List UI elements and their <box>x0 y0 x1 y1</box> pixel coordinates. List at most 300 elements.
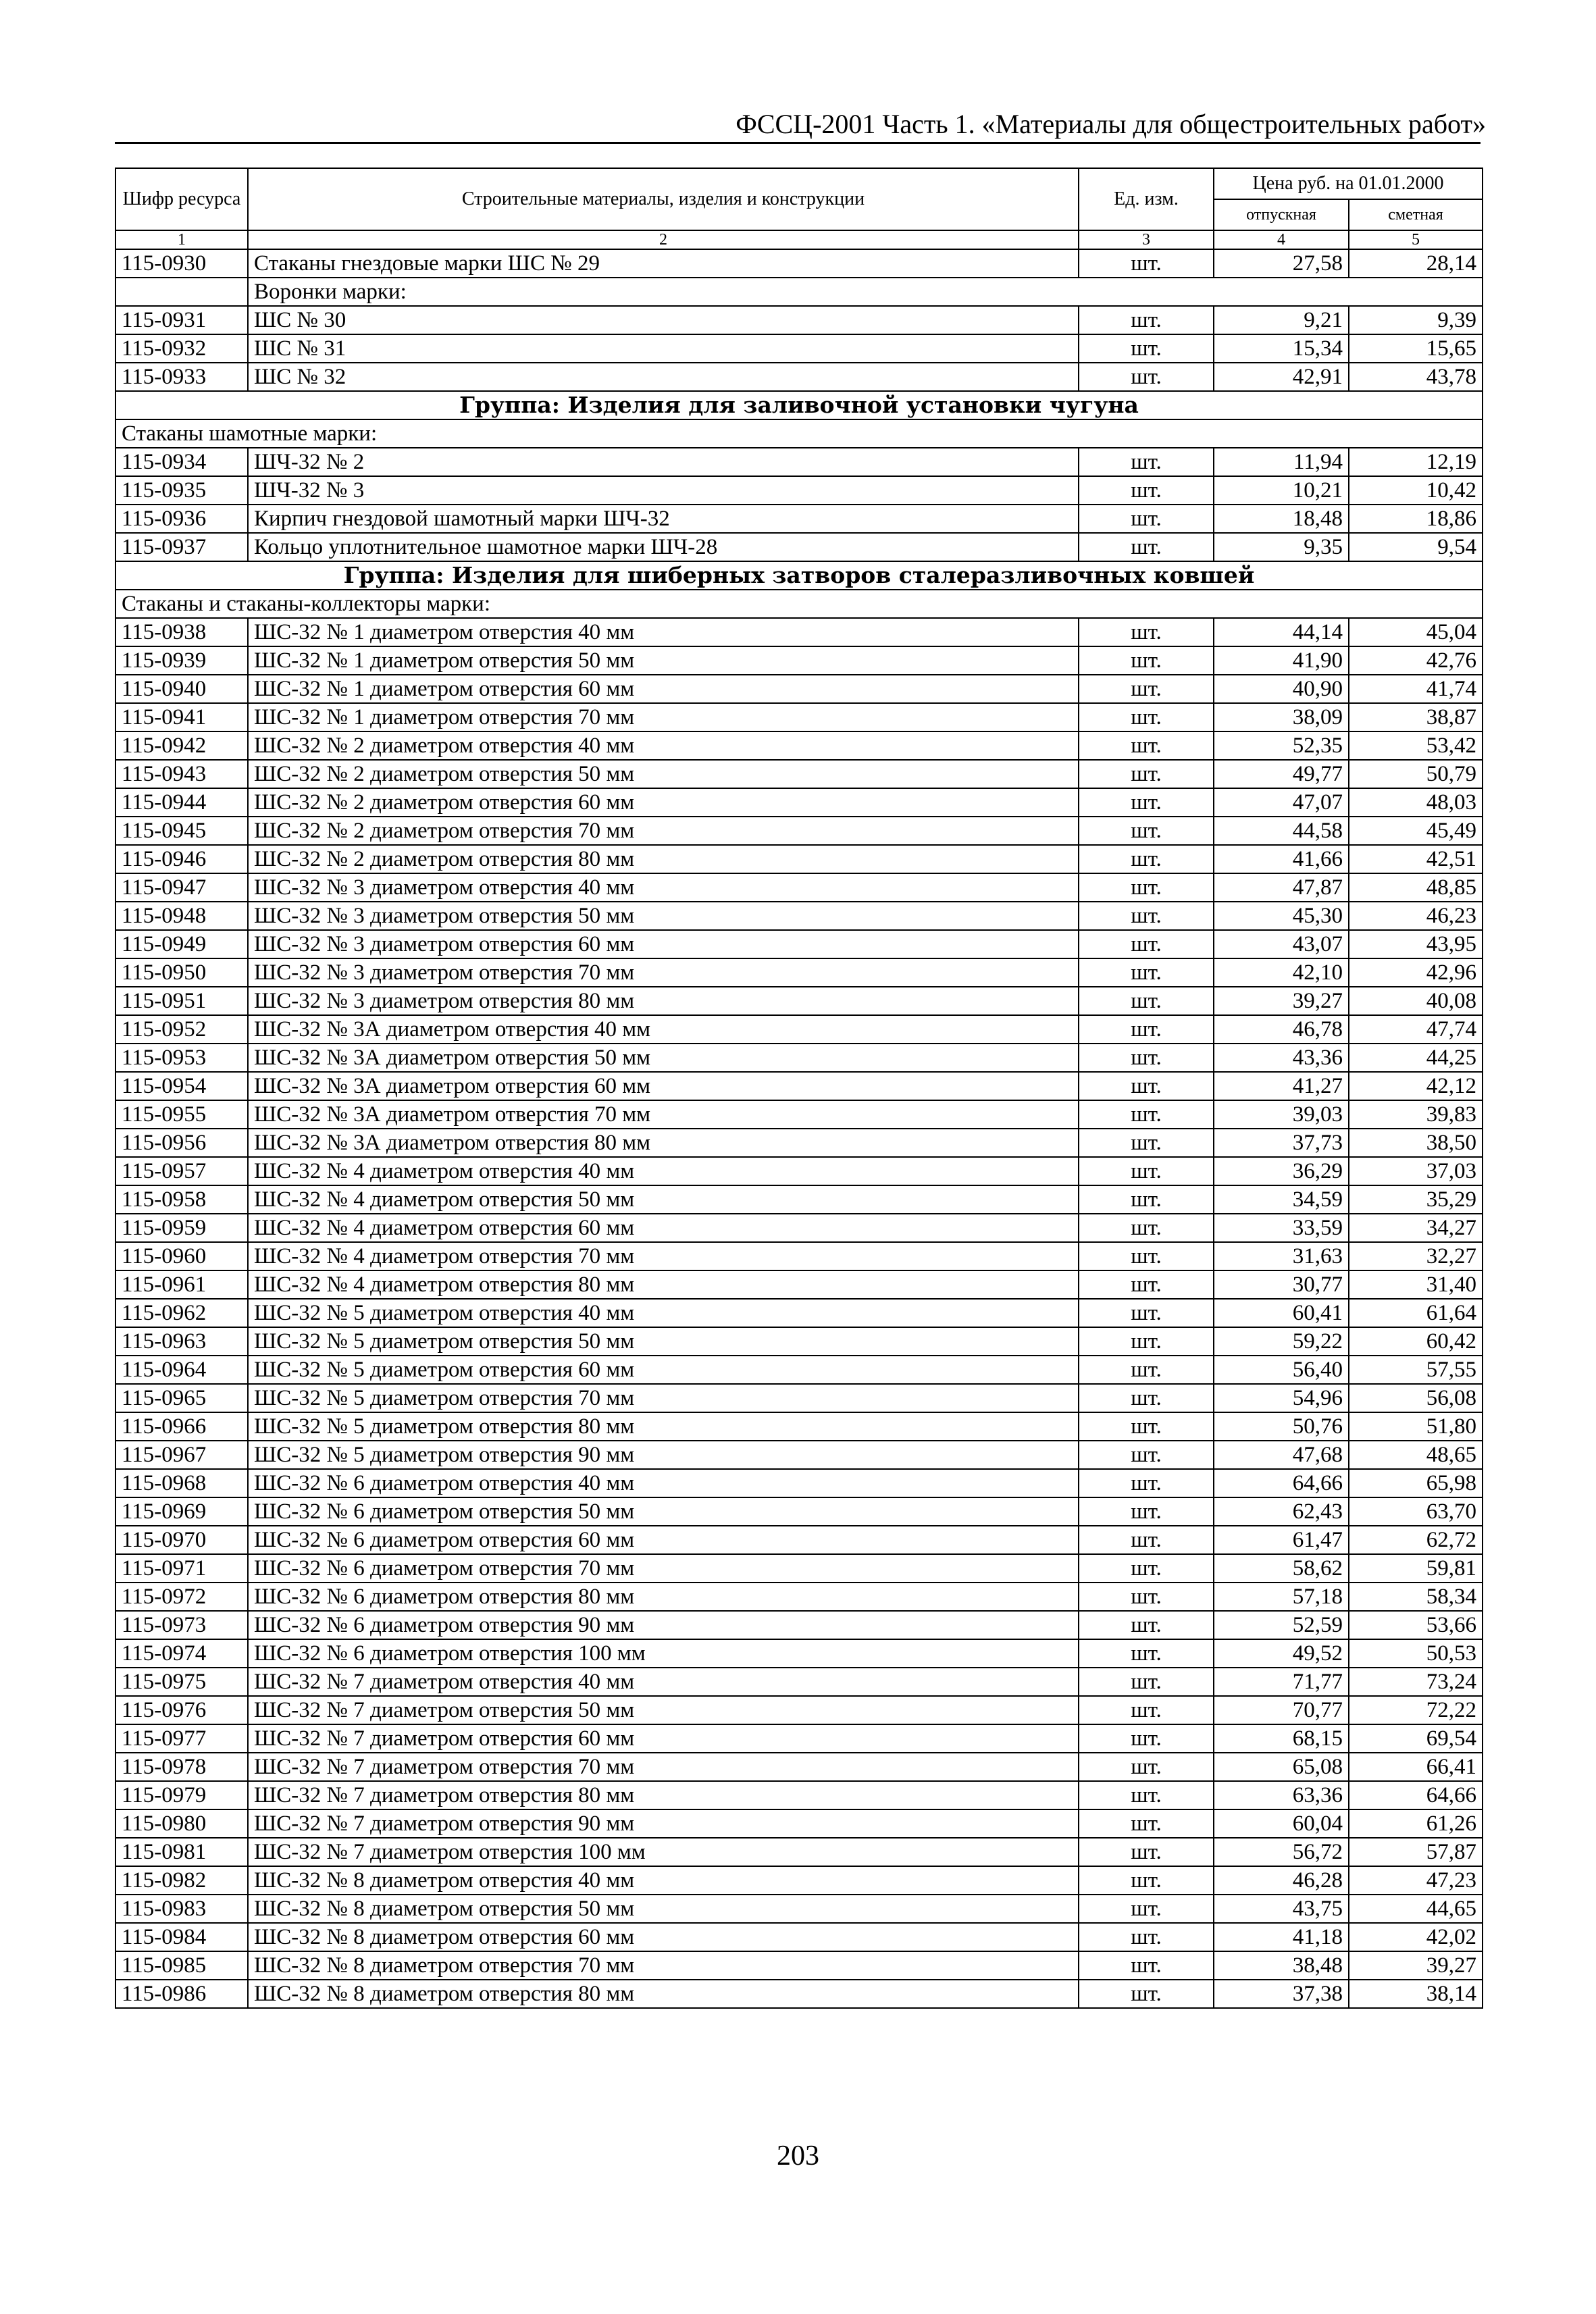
release-price: 34,59 <box>1214 1185 1349 1214</box>
table-row <box>115 533 1483 561</box>
release-price: 50,76 <box>1214 1412 1349 1441</box>
release-price: 59,22 <box>1214 1327 1349 1356</box>
estimate-price: 56,08 <box>1349 1384 1483 1412</box>
column-number: 1 <box>115 230 248 249</box>
release-price: 33,59 <box>1214 1214 1349 1242</box>
table-row <box>115 788 1483 817</box>
table-row <box>115 249 1483 278</box>
estimate-price: 35,29 <box>1349 1185 1483 1214</box>
table-row <box>115 448 1483 476</box>
resource-code: 115-0974 <box>115 1639 248 1668</box>
estimate-price: 28,14 <box>1349 249 1483 278</box>
estimate-price: 44,25 <box>1349 1044 1483 1072</box>
release-price: 41,90 <box>1214 646 1349 675</box>
resource-code: 115-0975 <box>115 1668 248 1696</box>
resource-code: 115-0963 <box>115 1327 248 1356</box>
table-row <box>115 675 1483 703</box>
release-price: 64,66 <box>1214 1469 1349 1497</box>
table-row <box>115 334 1483 363</box>
resource-code: 115-0945 <box>115 817 248 845</box>
resource-code: 115-0980 <box>115 1809 248 1838</box>
table-row <box>115 1015 1483 1044</box>
material-name: ШС-32 № 3 диаметром отверстия 40 мм <box>248 873 1079 902</box>
material-name: ШС-32 № 4 диаметром отверстия 80 мм <box>248 1270 1079 1299</box>
table-row <box>115 1497 1483 1526</box>
table-row <box>115 1724 1483 1753</box>
estimate-price: 45,49 <box>1349 817 1483 845</box>
resource-code: 115-0979 <box>115 1781 248 1809</box>
table-row <box>115 873 1483 902</box>
unit: шт. <box>1079 1242 1214 1270</box>
blank-cell <box>115 278 248 306</box>
table-row <box>115 1044 1483 1072</box>
release-price: 36,29 <box>1214 1157 1349 1185</box>
estimate-price: 61,26 <box>1349 1809 1483 1838</box>
resource-code: 115-0964 <box>115 1356 248 1384</box>
table-row <box>115 306 1483 334</box>
header-name: Строительные материалы, изделия и конструкции <box>248 168 1079 230</box>
resource-code: 115-0950 <box>115 958 248 987</box>
table-row <box>115 1980 1483 2008</box>
estimate-price: 43,78 <box>1349 363 1483 391</box>
unit: шт. <box>1079 1327 1214 1356</box>
material-name: ШС-32 № 8 диаметром отверстия 70 мм <box>248 1951 1079 1980</box>
resource-code: 115-0966 <box>115 1412 248 1441</box>
unit: шт. <box>1079 1129 1214 1157</box>
unit: шт. <box>1079 788 1214 817</box>
release-price: 41,18 <box>1214 1923 1349 1951</box>
release-price: 46,28 <box>1214 1866 1349 1895</box>
estimate-price: 32,27 <box>1349 1242 1483 1270</box>
release-price: 47,07 <box>1214 788 1349 817</box>
material-name: Стаканы гнездовые марки ШС № 29 <box>248 249 1079 278</box>
estimate-price: 48,03 <box>1349 788 1483 817</box>
unit: шт. <box>1079 845 1214 873</box>
column-number: 5 <box>1349 230 1483 249</box>
column-number: 2 <box>248 230 1079 249</box>
estimate-price: 41,74 <box>1349 675 1483 703</box>
table-row <box>115 1866 1483 1895</box>
release-price: 43,75 <box>1214 1895 1349 1923</box>
estimate-price: 65,98 <box>1349 1469 1483 1497</box>
release-price: 52,59 <box>1214 1611 1349 1639</box>
resource-code: 115-0933 <box>115 363 248 391</box>
estimate-price: 44,65 <box>1349 1895 1483 1923</box>
resource-code: 115-0962 <box>115 1299 248 1327</box>
release-price: 49,77 <box>1214 760 1349 788</box>
group-heading-row <box>115 391 1483 419</box>
release-price: 70,77 <box>1214 1696 1349 1724</box>
material-name: ШС-32 № 3 диаметром отверстия 60 мм <box>248 930 1079 958</box>
estimate-price: 42,51 <box>1349 845 1483 873</box>
material-name: ШС-32 № 4 диаметром отверстия 60 мм <box>248 1214 1079 1242</box>
table-body <box>115 249 1483 2008</box>
unit: шт. <box>1079 1895 1214 1923</box>
release-price: 30,77 <box>1214 1270 1349 1299</box>
release-price: 43,36 <box>1214 1044 1349 1072</box>
release-price: 52,35 <box>1214 731 1349 760</box>
estimate-price: 18,86 <box>1349 505 1483 533</box>
release-price: 42,91 <box>1214 363 1349 391</box>
release-price: 39,03 <box>1214 1100 1349 1129</box>
material-name: ШС-32 № 5 диаметром отверстия 80 мм <box>248 1412 1079 1441</box>
material-name: ШС-32 № 7 диаметром отверстия 90 мм <box>248 1809 1079 1838</box>
material-name: ШС-32 № 8 диаметром отверстия 60 мм <box>248 1923 1079 1951</box>
release-price: 60,41 <box>1214 1299 1349 1327</box>
estimate-price: 47,74 <box>1349 1015 1483 1044</box>
table-row <box>115 1696 1483 1724</box>
resource-code: 115-0932 <box>115 334 248 363</box>
estimate-price: 46,23 <box>1349 902 1483 930</box>
table-row <box>115 1441 1483 1469</box>
resource-code: 115-0955 <box>115 1100 248 1129</box>
price-table <box>115 168 1483 2009</box>
estimate-price: 43,95 <box>1349 930 1483 958</box>
table-row <box>115 1185 1483 1214</box>
resource-code: 115-0960 <box>115 1242 248 1270</box>
unit: шт. <box>1079 1781 1214 1809</box>
table-row <box>115 1469 1483 1497</box>
unit: шт. <box>1079 703 1214 731</box>
estimate-price: 69,54 <box>1349 1724 1483 1753</box>
unit: шт. <box>1079 1469 1214 1497</box>
resource-code: 115-0961 <box>115 1270 248 1299</box>
estimate-price: 42,76 <box>1349 646 1483 675</box>
subheading: Стаканы и стаканы-коллекторы марки: <box>115 590 1483 618</box>
material-name: ШС-32 № 5 диаметром отверстия 40 мм <box>248 1299 1079 1327</box>
release-price: 10,21 <box>1214 476 1349 505</box>
material-name: ШС-32 № 8 диаметром отверстия 80 мм <box>248 1980 1079 2008</box>
resource-code: 115-0942 <box>115 731 248 760</box>
unit: шт. <box>1079 930 1214 958</box>
estimate-price: 10,42 <box>1349 476 1483 505</box>
table-row <box>115 845 1483 873</box>
release-price: 56,72 <box>1214 1838 1349 1866</box>
table-row <box>115 1384 1483 1412</box>
resource-code: 115-0969 <box>115 1497 248 1526</box>
release-price: 65,08 <box>1214 1753 1349 1781</box>
unit: шт. <box>1079 1611 1214 1639</box>
estimate-price: 45,04 <box>1349 618 1483 646</box>
resource-code: 115-0958 <box>115 1185 248 1214</box>
estimate-price: 15,65 <box>1349 334 1483 363</box>
material-name: ШЧ-32 № 2 <box>248 448 1079 476</box>
resource-code: 115-0934 <box>115 448 248 476</box>
resource-code: 115-0965 <box>115 1384 248 1412</box>
table-row <box>115 987 1483 1015</box>
estimate-price: 37,03 <box>1349 1157 1483 1185</box>
subheading-row <box>115 278 1483 306</box>
material-name: ШС-32 № 3А диаметром отверстия 60 мм <box>248 1072 1079 1100</box>
material-name: ШС-32 № 3А диаметром отверстия 40 мм <box>248 1015 1079 1044</box>
resource-code: 115-0967 <box>115 1441 248 1469</box>
release-price: 61,47 <box>1214 1526 1349 1554</box>
estimate-price: 34,27 <box>1349 1214 1483 1242</box>
table-row <box>115 817 1483 845</box>
resource-code: 115-0959 <box>115 1214 248 1242</box>
estimate-price: 42,12 <box>1349 1072 1483 1100</box>
table-row <box>115 930 1483 958</box>
table-row <box>115 618 1483 646</box>
table-row <box>115 1526 1483 1554</box>
material-name: ШС № 32 <box>248 363 1079 391</box>
estimate-price: 59,81 <box>1349 1554 1483 1583</box>
subheading: Стаканы шамотные марки: <box>115 419 1483 448</box>
resource-code: 115-0954 <box>115 1072 248 1100</box>
resource-code: 115-0978 <box>115 1753 248 1781</box>
release-price: 62,43 <box>1214 1497 1349 1526</box>
release-price: 54,96 <box>1214 1384 1349 1412</box>
material-name: ШС-32 № 6 диаметром отверстия 40 мм <box>248 1469 1079 1497</box>
estimate-price: 38,50 <box>1349 1129 1483 1157</box>
resource-code: 115-0973 <box>115 1611 248 1639</box>
unit: шт. <box>1079 448 1214 476</box>
unit: шт. <box>1079 675 1214 703</box>
table-row <box>115 1412 1483 1441</box>
material-name: ШС-32 № 4 диаметром отверстия 70 мм <box>248 1242 1079 1270</box>
release-price: 71,77 <box>1214 1668 1349 1696</box>
unit: шт. <box>1079 1214 1214 1242</box>
unit: шт. <box>1079 1356 1214 1384</box>
material-name: ШС-32 № 3 диаметром отверстия 70 мм <box>248 958 1079 987</box>
material-name: ШЧ-32 № 3 <box>248 476 1079 505</box>
header-release-price: отпускная <box>1214 199 1349 230</box>
release-price: 46,78 <box>1214 1015 1349 1044</box>
unit: шт. <box>1079 1951 1214 1980</box>
table-row <box>115 1611 1483 1639</box>
material-name: ШС-32 № 8 диаметром отверстия 40 мм <box>248 1866 1079 1895</box>
resource-code: 115-0957 <box>115 1157 248 1185</box>
resource-code: 115-0930 <box>115 249 248 278</box>
material-name: ШС-32 № 2 диаметром отверстия 80 мм <box>248 845 1079 873</box>
material-name: ШС-32 № 6 диаметром отверстия 50 мм <box>248 1497 1079 1526</box>
estimate-price: 53,42 <box>1349 731 1483 760</box>
table-row <box>115 1838 1483 1866</box>
unit: шт. <box>1079 1838 1214 1866</box>
material-name: ШС-32 № 3А диаметром отверстия 50 мм <box>248 1044 1079 1072</box>
table-row <box>115 760 1483 788</box>
release-price: 43,07 <box>1214 930 1349 958</box>
resource-code: 115-0939 <box>115 646 248 675</box>
release-price: 38,48 <box>1214 1951 1349 1980</box>
release-price: 31,63 <box>1214 1242 1349 1270</box>
unit: шт. <box>1079 1980 1214 2008</box>
resource-code: 115-0982 <box>115 1866 248 1895</box>
estimate-price: 40,08 <box>1349 987 1483 1015</box>
resource-code: 115-0976 <box>115 1696 248 1724</box>
table-row <box>115 1895 1483 1923</box>
release-price: 37,73 <box>1214 1129 1349 1157</box>
estimate-price: 48,85 <box>1349 873 1483 902</box>
release-price: 57,18 <box>1214 1583 1349 1611</box>
unit: шт. <box>1079 1412 1214 1441</box>
resource-code: 115-0983 <box>115 1895 248 1923</box>
table-row <box>115 1299 1483 1327</box>
release-price: 44,58 <box>1214 817 1349 845</box>
unit: шт. <box>1079 987 1214 1015</box>
estimate-price: 63,70 <box>1349 1497 1483 1526</box>
table-row <box>115 1809 1483 1838</box>
table-row <box>115 1129 1483 1157</box>
material-name: ШС-32 № 6 диаметром отверстия 100 мм <box>248 1639 1079 1668</box>
resource-code: 115-0947 <box>115 873 248 902</box>
material-name: ШС-32 № 5 диаметром отверстия 60 мм <box>248 1356 1079 1384</box>
unit: шт. <box>1079 1384 1214 1412</box>
header-code: Шифр ресурса <box>115 168 248 230</box>
table-row <box>115 902 1483 930</box>
unit: шт. <box>1079 618 1214 646</box>
unit: шт. <box>1079 1526 1214 1554</box>
estimate-price: 73,24 <box>1349 1668 1483 1696</box>
resource-code: 115-0953 <box>115 1044 248 1072</box>
estimate-price: 42,02 <box>1349 1923 1483 1951</box>
release-price: 39,27 <box>1214 987 1349 1015</box>
unit: шт. <box>1079 1753 1214 1781</box>
table-row <box>115 476 1483 505</box>
resource-code: 115-0952 <box>115 1015 248 1044</box>
table-row <box>115 1951 1483 1980</box>
group-heading-row <box>115 561 1483 590</box>
estimate-price: 50,79 <box>1349 760 1483 788</box>
material-name: ШС-32 № 4 диаметром отверстия 40 мм <box>248 1157 1079 1185</box>
table-row <box>115 1781 1483 1809</box>
material-name: ШС-32 № 6 диаметром отверстия 60 мм <box>248 1526 1079 1554</box>
table-row <box>115 505 1483 533</box>
resource-code: 115-0941 <box>115 703 248 731</box>
header-price: Цена руб. на 01.01.2000 <box>1214 168 1483 199</box>
table-header <box>115 168 1483 249</box>
material-name: ШС-32 № 5 диаметром отверстия 70 мм <box>248 1384 1079 1412</box>
table-row <box>115 1214 1483 1242</box>
material-name: ШС-32 № 3 диаметром отверстия 80 мм <box>248 987 1079 1015</box>
unit: шт. <box>1079 1299 1214 1327</box>
release-price: 49,52 <box>1214 1639 1349 1668</box>
material-name: ШС-32 № 7 диаметром отверстия 70 мм <box>248 1753 1079 1781</box>
release-price: 47,68 <box>1214 1441 1349 1469</box>
material-name: ШС № 30 <box>248 306 1079 334</box>
table-row <box>115 646 1483 675</box>
material-name: ШС-32 № 8 диаметром отверстия 50 мм <box>248 1895 1079 1923</box>
unit: шт. <box>1079 760 1214 788</box>
estimate-price: 50,53 <box>1349 1639 1483 1668</box>
resource-code: 115-0946 <box>115 845 248 873</box>
resource-code: 115-0968 <box>115 1469 248 1497</box>
unit: шт. <box>1079 958 1214 987</box>
estimate-price: 66,41 <box>1349 1753 1483 1781</box>
resource-code: 115-0986 <box>115 1980 248 2008</box>
unit: шт. <box>1079 1044 1214 1072</box>
resource-code: 115-0985 <box>115 1951 248 1980</box>
resource-code: 115-0937 <box>115 533 248 561</box>
unit: шт. <box>1079 1724 1214 1753</box>
estimate-price: 57,87 <box>1349 1838 1483 1866</box>
material-name: ШС-32 № 7 диаметром отверстия 50 мм <box>248 1696 1079 1724</box>
unit: шт. <box>1079 533 1214 561</box>
release-price: 44,14 <box>1214 618 1349 646</box>
page-header-title: ФССЦ-2001 Часть 1. «Материалы для общестроительных работ» <box>736 109 1486 139</box>
unit: шт. <box>1079 1497 1214 1526</box>
table-row <box>115 1157 1483 1185</box>
release-price: 38,09 <box>1214 703 1349 731</box>
estimate-price: 72,22 <box>1349 1696 1483 1724</box>
unit: шт. <box>1079 1866 1214 1895</box>
resource-code: 115-0951 <box>115 987 248 1015</box>
table-row <box>115 1100 1483 1129</box>
resource-code: 115-0931 <box>115 306 248 334</box>
estimate-price: 39,83 <box>1349 1100 1483 1129</box>
material-name: ШС-32 № 7 диаметром отверстия 80 мм <box>248 1781 1079 1809</box>
unit: шт. <box>1079 1696 1214 1724</box>
material-name: ШС-32 № 6 диаметром отверстия 80 мм <box>248 1583 1079 1611</box>
unit: шт. <box>1079 1639 1214 1668</box>
resource-code: 115-0970 <box>115 1526 248 1554</box>
material-name: ШС № 31 <box>248 334 1079 363</box>
table-row <box>115 363 1483 391</box>
unit: шт. <box>1079 334 1214 363</box>
release-price: 42,10 <box>1214 958 1349 987</box>
unit: шт. <box>1079 1185 1214 1214</box>
estimate-price: 51,80 <box>1349 1412 1483 1441</box>
unit: шт. <box>1079 1668 1214 1696</box>
unit: шт. <box>1079 306 1214 334</box>
resource-code: 115-0940 <box>115 675 248 703</box>
table-row <box>115 731 1483 760</box>
material-name: ШС-32 № 1 диаметром отверстия 40 мм <box>248 618 1079 646</box>
resource-code: 115-0948 <box>115 902 248 930</box>
estimate-price: 64,66 <box>1349 1781 1483 1809</box>
table-row <box>115 958 1483 987</box>
material-name: ШС-32 № 7 диаметром отверстия 60 мм <box>248 1724 1079 1753</box>
release-price: 63,36 <box>1214 1781 1349 1809</box>
material-name: ШС-32 № 1 диаметром отверстия 60 мм <box>248 675 1079 703</box>
unit: шт. <box>1079 1015 1214 1044</box>
table-row <box>115 1554 1483 1583</box>
release-price: 58,62 <box>1214 1554 1349 1583</box>
table-row <box>115 1242 1483 1270</box>
material-name: ШС-32 № 1 диаметром отверстия 70 мм <box>248 703 1079 731</box>
unit: шт. <box>1079 505 1214 533</box>
resource-code: 115-0943 <box>115 760 248 788</box>
column-number: 4 <box>1214 230 1349 249</box>
resource-code: 115-0981 <box>115 1838 248 1866</box>
release-price: 15,34 <box>1214 334 1349 363</box>
unit: шт. <box>1079 731 1214 760</box>
release-price: 18,48 <box>1214 505 1349 533</box>
material-name: ШС-32 № 2 диаметром отверстия 70 мм <box>248 817 1079 845</box>
unit: шт. <box>1079 873 1214 902</box>
release-price: 41,27 <box>1214 1072 1349 1100</box>
material-name: ШС-32 № 6 диаметром отверстия 90 мм <box>248 1611 1079 1639</box>
release-price: 37,38 <box>1214 1980 1349 2008</box>
estimate-price: 53,66 <box>1349 1611 1483 1639</box>
material-name: ШС-32 № 4 диаметром отверстия 50 мм <box>248 1185 1079 1214</box>
material-name: Кирпич гнездовой шамотный марки ШЧ-32 <box>248 505 1079 533</box>
material-name: ШС-32 № 3А диаметром отверстия 70 мм <box>248 1100 1079 1129</box>
unit: шт. <box>1079 1100 1214 1129</box>
header-estimate-price: сметная <box>1349 199 1483 230</box>
table-row <box>115 1072 1483 1100</box>
material-name: ШС-32 № 3А диаметром отверстия 80 мм <box>248 1129 1079 1157</box>
resource-code: 115-0949 <box>115 930 248 958</box>
page-number: 203 <box>777 2140 819 2171</box>
estimate-price: 62,72 <box>1349 1526 1483 1554</box>
resource-code: 115-0956 <box>115 1129 248 1157</box>
resource-code: 115-0984 <box>115 1923 248 1951</box>
resource-code: 115-0977 <box>115 1724 248 1753</box>
header-unit: Ед. изм. <box>1079 168 1214 230</box>
material-name: ШС-32 № 6 диаметром отверстия 70 мм <box>248 1554 1079 1583</box>
subheading-row <box>115 590 1483 618</box>
